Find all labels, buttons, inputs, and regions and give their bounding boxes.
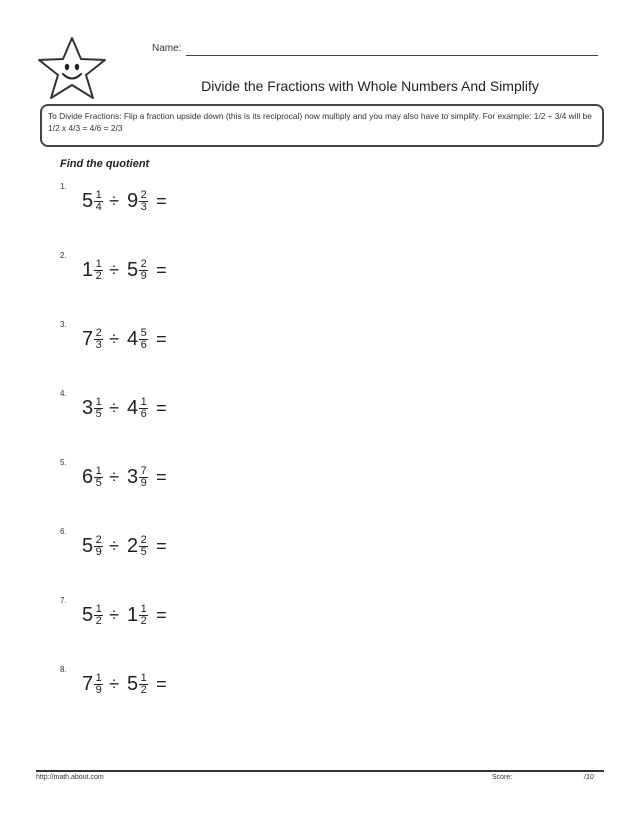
first-fraction <box>94 190 103 213</box>
second-numerator: 1 <box>140 603 147 615</box>
divide-sign: ÷ <box>109 329 120 349</box>
problem-item <box>60 251 280 291</box>
problem-expression <box>82 397 167 420</box>
second-denominator: 6 <box>140 339 147 351</box>
first-denominator: 2 <box>95 270 102 282</box>
second-fraction <box>139 190 148 213</box>
divide-sign: ÷ <box>109 398 120 418</box>
name-field[interactable] <box>152 43 598 57</box>
problem-expression <box>82 466 167 489</box>
first-whole: 3 <box>82 397 94 419</box>
problem-item <box>60 182 280 222</box>
problem-number: 5. <box>60 458 67 467</box>
problem-number: 6. <box>60 527 67 536</box>
first-whole: 5 <box>82 190 94 212</box>
second-fraction <box>139 466 148 489</box>
first-denominator: 3 <box>95 339 102 351</box>
first-denominator: 5 <box>95 477 102 489</box>
second-denominator: 6 <box>140 408 147 420</box>
first-fraction <box>94 535 103 558</box>
problem-number: 4. <box>60 389 67 398</box>
footer-divider <box>36 770 604 772</box>
first-denominator: 9 <box>95 546 102 558</box>
first-fraction <box>94 259 103 282</box>
first-numerator: 1 <box>95 396 102 408</box>
second-fraction <box>139 259 148 282</box>
problem-number: 1. <box>60 182 67 191</box>
section-heading: Find the quotient <box>60 158 150 170</box>
second-denominator: 2 <box>140 684 147 696</box>
first-whole: 6 <box>82 466 94 488</box>
score-total: /10 <box>584 774 594 781</box>
second-whole: 9 <box>127 190 139 212</box>
problem-expression <box>82 673 167 696</box>
first-whole: 7 <box>82 328 94 350</box>
problem-item <box>60 596 280 636</box>
divide-sign: ÷ <box>109 191 120 211</box>
second-denominator: 5 <box>140 546 147 558</box>
second-whole: 1 <box>127 604 139 626</box>
first-whole: 5 <box>82 535 94 557</box>
divide-sign: ÷ <box>109 260 120 280</box>
divide-sign: ÷ <box>109 467 120 487</box>
first-denominator: 4 <box>95 201 102 213</box>
divide-sign: ÷ <box>109 674 120 694</box>
problem-number: 7. <box>60 596 67 605</box>
first-denominator: 5 <box>95 408 102 420</box>
equals-sign: = <box>156 260 167 280</box>
first-numerator: 2 <box>95 534 102 546</box>
second-numerator: 2 <box>140 534 147 546</box>
second-numerator: 7 <box>140 465 147 477</box>
second-denominator: 3 <box>140 201 147 213</box>
second-fraction <box>139 397 148 420</box>
first-numerator: 1 <box>95 672 102 684</box>
first-denominator: 2 <box>95 615 102 627</box>
score-label: Score: <box>492 774 513 781</box>
first-numerator: 2 <box>95 327 102 339</box>
first-numerator: 1 <box>95 465 102 477</box>
problem-number: 3. <box>60 320 67 329</box>
second-whole: 4 <box>127 328 139 350</box>
divide-sign: ÷ <box>109 605 120 625</box>
second-numerator: 1 <box>140 396 147 408</box>
second-fraction <box>139 328 148 351</box>
equals-sign: = <box>156 605 167 625</box>
problem-number: 8. <box>60 665 67 674</box>
first-whole: 7 <box>82 673 94 695</box>
problem-expression <box>82 535 167 558</box>
first-fraction <box>94 328 103 351</box>
problem-expression <box>82 190 167 213</box>
second-denominator: 2 <box>140 615 147 627</box>
instructions-text: To Divide Fractions: Flip a fraction upside down (this is its reciprocal) now multiply and you may also have to simplify. For example: 1/2 ÷ 3/4 will be 1/2 x 4/3 = 4/6 = 2/3 <box>48 111 592 133</box>
smiling-star-icon <box>36 36 108 100</box>
problem-number: 2. <box>60 251 67 260</box>
first-numerator: 1 <box>95 603 102 615</box>
second-denominator: 9 <box>140 270 147 282</box>
equals-sign: = <box>156 467 167 487</box>
second-numerator: 2 <box>140 189 147 201</box>
first-fraction <box>94 397 103 420</box>
problem-item <box>60 320 280 360</box>
second-numerator: 5 <box>140 327 147 339</box>
name-label: Name: <box>152 43 182 54</box>
equals-sign: = <box>156 536 167 556</box>
name-underline <box>186 55 598 56</box>
first-fraction <box>94 673 103 696</box>
second-whole: 3 <box>127 466 139 488</box>
second-fraction <box>139 604 148 627</box>
first-denominator: 9 <box>95 684 102 696</box>
first-fraction <box>94 466 103 489</box>
first-whole: 5 <box>82 604 94 626</box>
problem-item <box>60 665 280 705</box>
first-whole: 1 <box>82 259 94 281</box>
equals-sign: = <box>156 329 167 349</box>
second-denominator: 9 <box>140 477 147 489</box>
equals-sign: = <box>156 191 167 211</box>
page-title: Divide the Fractions with Whole Numbers And Simplify <box>201 78 539 94</box>
problem-expression <box>82 604 167 627</box>
second-whole: 5 <box>127 673 139 695</box>
problem-expression <box>82 328 167 351</box>
footer-url: http://math.about.com <box>36 774 104 781</box>
second-fraction <box>139 673 148 696</box>
second-whole: 4 <box>127 397 139 419</box>
second-fraction <box>139 535 148 558</box>
second-whole: 2 <box>127 535 139 557</box>
second-whole: 5 <box>127 259 139 281</box>
instructions-box <box>40 104 604 147</box>
problem-item <box>60 527 280 567</box>
problem-item <box>60 389 280 429</box>
first-numerator: 1 <box>95 189 102 201</box>
equals-sign: = <box>156 398 167 418</box>
problem-expression <box>82 259 167 282</box>
first-fraction <box>94 604 103 627</box>
divide-sign: ÷ <box>109 536 120 556</box>
first-numerator: 1 <box>95 258 102 270</box>
problem-item <box>60 458 280 498</box>
second-numerator: 2 <box>140 258 147 270</box>
second-numerator: 1 <box>140 672 147 684</box>
equals-sign: = <box>156 674 167 694</box>
